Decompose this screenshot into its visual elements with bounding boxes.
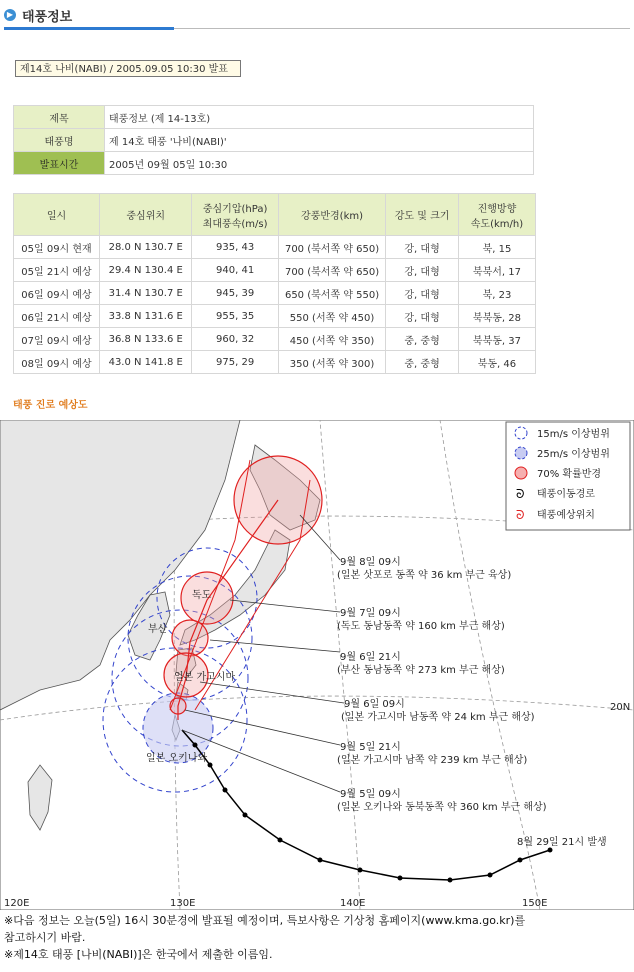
table-cell: 955, 35	[192, 305, 278, 328]
legend-label: 25m/s 이상범위	[537, 449, 610, 460]
place-label-busan: 부산	[148, 624, 168, 635]
annotation-desc: (일본 삿포로 동쪽 약 36 km 부근 육상)	[337, 570, 512, 581]
column-header: 강도 및 크기	[386, 194, 459, 236]
annotation-time: 9월 5일 21시	[340, 742, 401, 753]
table-cell: 06일 09시 예상	[14, 282, 100, 305]
annotation-desc: (일본 가고시마 남동쪽 약 24 km 부근 해상)	[341, 712, 535, 723]
footer-line: 참고하시기 바람.	[4, 931, 86, 944]
table-cell: 북, 23	[458, 282, 535, 305]
lon-label: 150E	[522, 898, 548, 909]
table-cell: 33.8 N 131.6 E	[99, 305, 191, 328]
table-cell: 935, 43	[192, 236, 278, 259]
table-cell: 강, 대형	[386, 259, 459, 282]
table-cell: 945, 39	[192, 282, 278, 305]
annotation-time: 9월 6일 21시	[340, 652, 401, 663]
table-row	[14, 129, 534, 152]
map-title: 태풍 진로 예상도	[13, 400, 88, 411]
table-cell: 강, 대형	[386, 236, 459, 259]
info-value-name: 제 14호 태풍 '나비(NABI)'	[105, 129, 534, 152]
table-cell: 960, 32	[192, 328, 278, 351]
table-cell: 07일 09시 예상	[14, 328, 100, 351]
table-cell: 05일 09시 현재	[14, 236, 100, 259]
map-legend	[506, 422, 630, 530]
info-key-time: 발표시간	[14, 152, 105, 175]
legend-label: 태풍예상위치	[537, 510, 595, 521]
table-row	[14, 328, 536, 351]
legend-label: 15m/s 이상범위	[537, 429, 610, 440]
legend-wind25-icon	[515, 447, 527, 459]
header-divider	[174, 28, 630, 29]
table-cell: 31.4 N 130.7 E	[99, 282, 191, 305]
start-label: 8월 29일 21시 발생	[517, 837, 607, 848]
table-cell: 43.0 N 141.8 E	[99, 351, 191, 374]
lon-label: 120E	[4, 898, 30, 909]
table-cell: 강, 대형	[386, 282, 459, 305]
table-cell: 북북동, 37	[458, 328, 535, 351]
section-header	[4, 5, 72, 25]
table-row	[14, 106, 534, 129]
lat-label: 20N	[610, 702, 631, 713]
table-cell: 550 (서쪽 약 450)	[278, 305, 385, 328]
table-cell: 28.0 N 130.7 E	[99, 236, 191, 259]
footer-line: ※제14호 태풍 [나비(NABI)]은 한국에서 제출한 이름임.	[4, 948, 273, 961]
info-key-title: 제목	[14, 106, 105, 129]
table-cell: 중, 중형	[386, 328, 459, 351]
place-label-okinawa: 일본 오키나와	[146, 753, 208, 764]
table-row	[14, 351, 536, 374]
page-title: 태풍정보	[22, 9, 73, 25]
column-header: 진행방향 속도(km/h)	[458, 194, 535, 236]
table-cell: 북북서, 17	[458, 259, 535, 282]
table-cell: 북, 15	[458, 236, 535, 259]
table-cell: 450 (서쪽 약 350)	[278, 328, 385, 351]
table-cell: 700 (북서쪽 약 650)	[278, 259, 385, 282]
table-row	[14, 282, 536, 305]
table-row	[14, 152, 534, 175]
column-header: 중심기압(hPa) 최대풍속(m/s)	[192, 194, 278, 236]
table-cell: 중, 중형	[386, 351, 459, 374]
table-cell: 05일 21시 예상	[14, 259, 100, 282]
annotation-desc: (일본 가고시마 남쪽 약 239 km 부근 해상)	[337, 755, 528, 766]
table-row	[14, 259, 536, 282]
table-cell: 36.8 N 133.6 E	[99, 328, 191, 351]
table-cell: 650 (북서쪽 약 550)	[278, 282, 385, 305]
annotation-time: 9월 6일 09시	[344, 699, 405, 710]
column-header: 중심위치	[99, 194, 191, 236]
typhoon-track-icon: ᘐ	[516, 487, 525, 501]
table-cell: 29.4 N 130.4 E	[99, 259, 191, 282]
footer-line: ※다음 정보는 오늘(5일) 16시 30분경에 발표될 예정이며, 특보사항은 기상청 홈페이지(www.kma.go.kr)를	[4, 914, 526, 927]
annotation-desc: (일본 오키나와 동북동쪽 약 360 km 부근 해상)	[337, 802, 547, 813]
lon-label: 130E	[170, 898, 196, 909]
annotation-desc: (독도 동남동쪽 약 160 km 부근 해상)	[337, 621, 505, 632]
table-cell: 700 (북서쪽 약 650)	[278, 236, 385, 259]
table-cell: 북동, 46	[458, 351, 535, 374]
table-row	[14, 236, 536, 259]
info-table	[13, 105, 534, 175]
legend-probability-icon	[515, 467, 527, 479]
table-cell: 강, 대형	[386, 305, 459, 328]
forecast-header-row	[14, 194, 536, 236]
typhoon-position-icon: ᘐ	[516, 508, 525, 522]
column-header: 강풍반경(km)	[278, 194, 385, 236]
place-label-kagoshima: 일본 가고시마	[174, 672, 236, 683]
annotation-time: 9월 7일 09시	[340, 608, 401, 619]
table-cell: 975, 29	[192, 351, 278, 374]
table-cell: 08일 09시 예상	[14, 351, 100, 374]
table-row	[14, 305, 536, 328]
bulletin-notice: 제14호 나비(NABI) / 2005.09.05 10:30 발표	[15, 60, 241, 77]
typhoon-info-panel	[0, 0, 634, 420]
typhoon-track-map	[0, 420, 634, 910]
column-header: 일시	[14, 194, 100, 236]
info-value-time: 2005년 09월 05일 10:30	[105, 152, 534, 175]
place-label-dokdo: 독도	[192, 590, 212, 601]
info-value-title: 태풍정보 (제 14-13호)	[105, 106, 534, 129]
bullet-arrow-icon: ▶	[4, 9, 16, 21]
forecast-table	[13, 193, 536, 374]
lon-label: 140E	[340, 898, 366, 909]
legend-label: 태풍이동경로	[537, 489, 595, 500]
annotation-time: 9월 8일 09시	[340, 557, 401, 568]
annotation-desc: (부산 동남동쪽 약 273 km 부근 해상)	[337, 665, 505, 676]
table-cell: 06일 21시 예상	[14, 305, 100, 328]
table-cell: 940, 41	[192, 259, 278, 282]
footer-notes	[4, 912, 632, 963]
track-map-svg	[0, 420, 634, 910]
table-cell: 350 (서쪽 약 300)	[278, 351, 385, 374]
info-key-name: 태풍명	[14, 129, 105, 152]
legend-label: 70% 확률반경	[537, 469, 602, 480]
table-cell: 북북동, 28	[458, 305, 535, 328]
annotation-time: 9월 5일 09시	[340, 789, 401, 800]
header-underline	[4, 27, 174, 30]
